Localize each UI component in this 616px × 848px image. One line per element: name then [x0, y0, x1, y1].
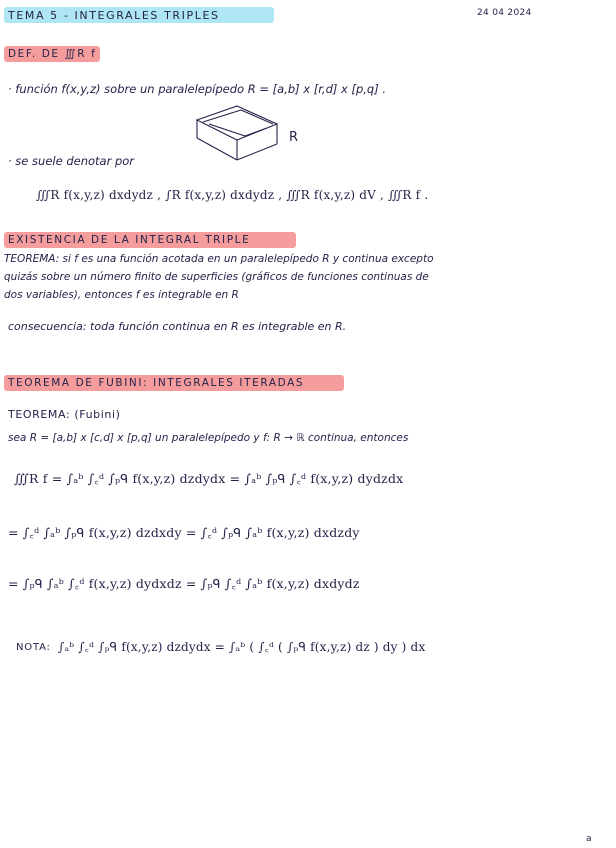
definition-line-notation-intro: · se suele denotar por [8, 154, 135, 168]
definition-heading: DEF. DE ∭R f [8, 48, 97, 60]
note-equation: ∫ₐᵇ ∫꜀ᵈ ∫ₚᑫ f(x,y,z) dzdydx = ∫ₐᵇ ( ∫꜀ᵈ ( ∫ₚᑫ f(x,y,z) dz ) dy ) dx [58, 640, 426, 654]
region-label: R [289, 130, 299, 145]
fubini-equation-1: ∭R f = ∫ₐᵇ ∫꜀ᵈ ∫ₚᑫ f(x,y,z) dzdydx = ∫ₐᵇ ∫ₚᑫ ∫꜀ᵈ f(x,y,z) dydzdx [14, 471, 404, 486]
page-mark: a [586, 834, 592, 844]
definition-line-function: · función f(x,y,z) sobre un paralelepípedo R = [a,b] x [r,d] x [p,q] . [8, 82, 387, 96]
page-title: TEMA 5 - INTEGRALES TRIPLES [8, 9, 220, 22]
fubini-heading: TEOREMA DE FUBINI: INTEGRALES ITERADAS [8, 377, 305, 389]
note-label: NOTA: [16, 642, 51, 653]
fubini-statement: sea R = [a,b] x [c,d] x [p,q] un paralelepípedo y f: R → ℝ continua, entonces [8, 432, 409, 444]
existence-theorem-line-2: quizás sobre un número finito de superficies (gráficos de funciones continuas de [4, 271, 429, 283]
existence-theorem-line-1: TEOREMA: si f es una función acotada en un paralelepípedo R y continua excepto [4, 253, 434, 265]
fubini-theorem-title: TEOREMA: (Fubini) [8, 408, 121, 421]
definition-notation-formulas: ∭R f(x,y,z) dxdydz , ∫R f(x,y,z) dxdydz , ∭R f(x,y,z) dV , ∭R f . [36, 188, 429, 202]
fubini-equation-3: = ∫ₚᑫ ∫ₐᵇ ∫꜀ᵈ f(x,y,z) dydxdz = ∫ₚᑫ ∫꜀ᵈ ∫ₐᵇ f(x,y,z) dxdydz [8, 576, 360, 591]
existence-theorem-line-3: dos variables), entonces f es integrable en R [4, 289, 239, 301]
page-date: 24 04 2024 [477, 8, 532, 18]
existence-heading: EXISTENCIA DE LA INTEGRAL TRIPLE [8, 234, 251, 246]
fubini-equation-2: = ∫꜀ᵈ ∫ₐᵇ ∫ₚᑫ f(x,y,z) dzdxdy = ∫꜀ᵈ ∫ₚᑫ ∫ₐᵇ f(x,y,z) dxdzdy [8, 525, 360, 540]
parallelepiped-sketch [195, 102, 285, 164]
existence-consequence: consecuencia: toda función continua en R es integrable en R. [8, 320, 347, 333]
